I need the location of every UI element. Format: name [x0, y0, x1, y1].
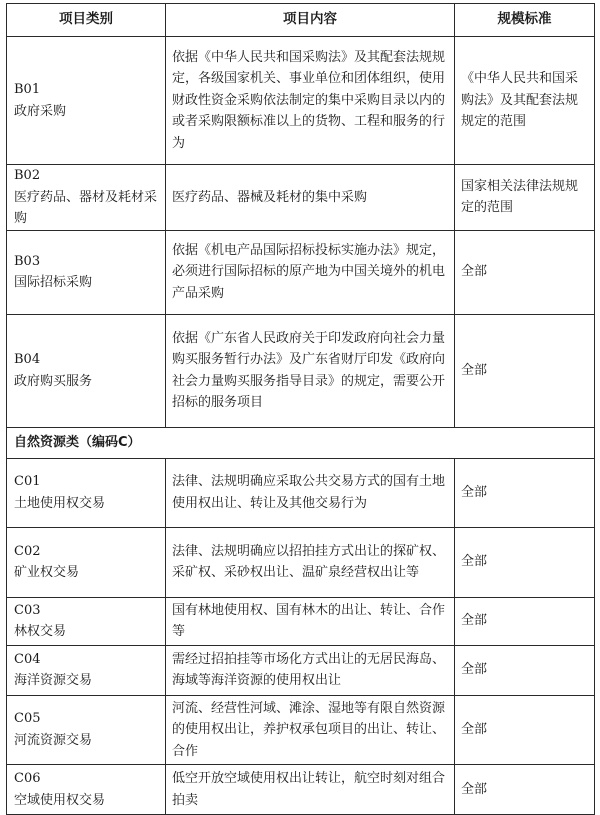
- category-code: C06: [14, 771, 41, 786]
- content-cell: 法律、法规明确应以招拍挂方式出让的探矿权、采矿权、采砂权出让、温矿泉经营权出让等: [166, 527, 455, 597]
- content-cell: 国有林地使用权、国有林木的出让、转让、合作等: [166, 597, 455, 645]
- table-row: [7, 165, 595, 231]
- header-category: 项目类别: [7, 4, 166, 37]
- category-code: B01: [14, 82, 41, 97]
- table-row: [7, 527, 595, 597]
- content-cell: 河流、经营性河域、滩涂、湿地等有限自然资源的使用权出让，养护权承包项目的出让、转让、合作: [166, 695, 455, 765]
- category-code: C02: [14, 543, 41, 559]
- section-row: [7, 427, 595, 458]
- category-code: B02: [14, 168, 41, 183]
- category-name: 空域使用权交易: [14, 792, 106, 808]
- category-name: 土地使用权交易: [14, 495, 106, 511]
- category-cell: [7, 37, 166, 165]
- category-cell: [7, 230, 166, 314]
- table-row: [7, 645, 595, 695]
- scale-cell: 全部: [455, 458, 595, 527]
- scale-cell: 全部: [455, 765, 595, 815]
- category-cell: [7, 165, 166, 231]
- header-row: [7, 4, 595, 37]
- category-code: C03: [14, 602, 41, 618]
- category-cell: [7, 597, 166, 645]
- category-cell: [7, 527, 166, 597]
- category-cell: [7, 645, 166, 695]
- category-name: 河流资源交易: [14, 732, 93, 748]
- category-cell: [7, 458, 166, 527]
- table-row: [7, 695, 595, 765]
- scale-cell: 全部: [455, 695, 595, 765]
- scale-cell: 全部: [455, 645, 595, 695]
- table-row: [7, 37, 595, 165]
- category-cell: [7, 695, 166, 765]
- category-code: C04: [14, 651, 41, 667]
- category-code: C01: [14, 474, 41, 489]
- category-name: 林权交易: [14, 624, 67, 639]
- content-cell: 医疗药品、器械及耗材的集中采购: [166, 165, 455, 231]
- category-code: B03: [14, 253, 41, 269]
- category-name: 国际招标采购: [14, 275, 93, 290]
- section-heading: 自然资源类（编码C）: [7, 427, 595, 458]
- content-cell: 法律、法规明确应采取公共交易方式的国有土地使用权出让、转让及其他交易行为: [166, 458, 455, 527]
- category-name: 矿业权交易: [14, 565, 80, 580]
- header-content: 项目内容: [166, 4, 455, 37]
- content-cell: 需经过招拍挂等市场化方式出让的无居民海岛、海域等海洋资源的使用权出让: [166, 645, 455, 695]
- category-cell: [7, 314, 166, 427]
- resource-table: [6, 3, 595, 815]
- content-cell: 依据《中华人民共和国采购法》及其配套法规规定，各级国家机关、事业单位和团体组织，使用财政性资金采购依法制定的集中采购目录以内的或者采购限额标准以上的货物、工程和服务的行为: [166, 37, 455, 165]
- category-name: 政府采购: [14, 103, 67, 119]
- scale-cell: 全部: [455, 597, 595, 645]
- scale-cell: 全部: [455, 527, 595, 597]
- category-name: 政府购买服务: [14, 373, 93, 389]
- scale-cell: 全部: [455, 230, 595, 314]
- category-name: 医疗药品、器材及耗材采购: [14, 189, 158, 226]
- scale-cell: 全部: [455, 314, 595, 427]
- table-row: [7, 458, 595, 527]
- category-cell: [7, 765, 166, 815]
- table-row: [7, 230, 595, 314]
- category-code: C05: [14, 711, 41, 727]
- scale-cell: 国家相关法律法规规定的范围: [455, 165, 595, 231]
- content-cell: 依据《广东省人民政府关于印发政府向社会力量购买服务暂行办法》及广东省财厅印发《政府向社会力量购买服务指导目录》的规定，需要公开招标的服务项目: [166, 314, 455, 427]
- content-cell: 依据《机电产品国际招标投标实施办法》规定，必须进行国际招标的原产地为中国关境外的机电产品采购: [166, 230, 455, 314]
- header-scale: 规模标准: [455, 4, 595, 37]
- category-name: 海洋资源交易: [14, 673, 93, 688]
- table-row: [7, 314, 595, 427]
- scale-cell: 《中华人民共和国采购法》及其配套法规规定的范围: [455, 37, 595, 165]
- category-code: B04: [14, 352, 41, 367]
- table-row: [7, 765, 595, 815]
- content-cell: 低空开放空域使用权出让转让，航空时刻对组合拍卖: [166, 765, 455, 815]
- table-row: [7, 597, 595, 645]
